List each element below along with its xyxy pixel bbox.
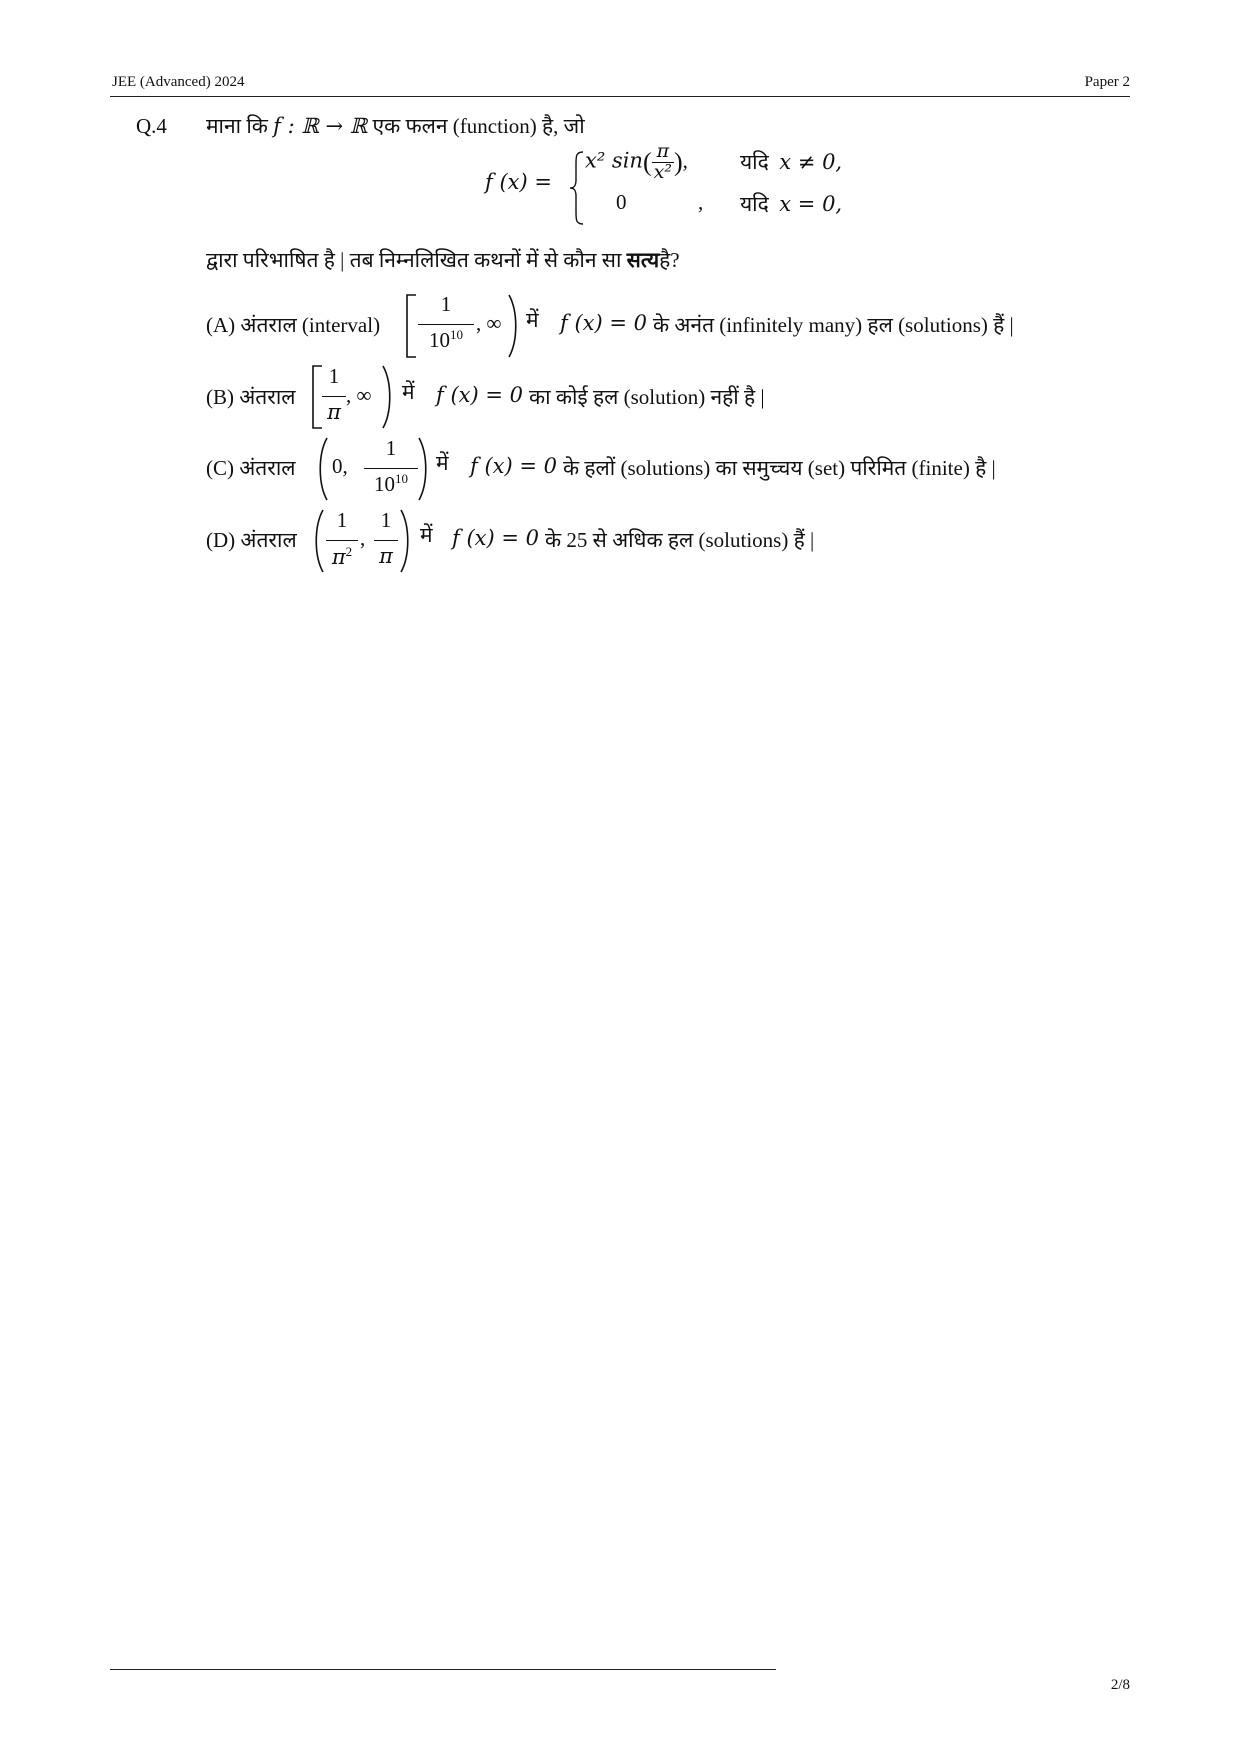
option-d-num2: 1 [380,508,392,532]
option-c-num: 1 [385,436,397,460]
intro-suffix: एक फलन (function) है, जो [372,114,585,138]
option-c-text: के हलों (solutions) का समुच्चय (set) परिमित (finite) है | [563,456,996,480]
question-number: Q.4 [136,114,167,138]
case2-value: 0 [616,190,627,214]
option-c-fraction [364,436,418,502]
option-d-den1: π [331,545,346,569]
option-a-rest: , ∞ [476,311,502,335]
case1-term: x² sin [585,148,643,173]
fx-label: f (x) = [485,170,552,194]
stem-prefix: द्वारा परिभाषित है | तब निम्नलिखित कथनों में से कौन सा [206,248,622,272]
option-d-eq: f (x) = 0 [452,526,539,550]
left-paren [316,436,330,502]
option-a-den-exp: 10 [450,327,463,342]
case1-condition [740,148,842,176]
option-b-den: π [327,400,341,424]
option-d-den2: π [379,544,393,568]
exam-title: JEE (Advanced) 2024 [112,74,245,90]
intro-map: f : ℝ → ℝ [273,114,368,138]
question-intro [206,112,585,140]
option-c-label: (C) अंतराल [206,456,296,480]
paper-label: Paper 2 [1084,74,1130,90]
option-b-label: (B) अंतराल [206,385,296,409]
option-a-eq: f (x) = 0 [560,311,647,335]
case1-den: x² [653,160,672,183]
intro-prefix: माना कि [206,114,268,138]
option-d-den1-exp: 2 [345,544,353,559]
right-paren [416,436,430,502]
option-c-den: 10 [374,472,395,496]
case1-comma: , [682,148,688,173]
stem-bold: सत्य [626,248,660,272]
option-c-den-exp: 10 [395,471,408,486]
case1-fraction [652,142,674,183]
left-square-bracket [404,293,418,359]
right-paren [380,364,394,430]
right-paren [398,508,412,574]
option-c-first: 0, [332,454,348,478]
option-b-text: का कोई हल (solution) नहीं है | [529,385,765,409]
case2-condition [740,190,842,218]
option-d-num1: 1 [336,508,348,532]
option-b-eq: f (x) = 0 [436,383,523,407]
case2-comma: , [698,190,704,214]
option-d-fraction-1 [326,508,358,574]
question-stem [206,246,680,274]
option-a-fraction [418,292,474,358]
case1-cond: x ≠ 0, [779,150,843,174]
option-a-label: (A) अंतराल (interval) [206,313,381,337]
left-brace [569,150,585,226]
page-number: 2/8 [1110,1677,1130,1693]
option-c-mein: में [436,451,449,475]
case2-cond-word: यदि [740,192,769,216]
option-d-text: के 25 से अधिक हल (solutions) हैं | [545,528,815,552]
option-b-rest: , ∞ [346,383,372,407]
option-d-label: (D) अंतराल [206,528,297,552]
option-b-num: 1 [328,364,340,388]
option-a-text: के अनंत (infinitely many) हल (solutions) हैं | [653,313,1014,337]
option-d-fraction-2 [374,508,398,574]
footer-divider [110,1669,776,1670]
option-b-mein: में [402,380,415,404]
right-paren [506,293,520,359]
option-a-num: 1 [440,292,452,316]
header-divider [110,96,1130,97]
case1-cond-word: यदि [740,150,769,174]
option-c-eq: f (x) = 0 [470,454,557,478]
stem-suffix: है? [659,248,680,272]
case2-cond: x = 0, [779,192,843,216]
option-a-mein: में [526,308,539,332]
option-a-den: 10 [429,328,450,352]
option-d-sep: , [360,526,366,550]
piecewise-definition [485,140,885,230]
case-1: x² sin( $\frac{\pi}{\text{x²}}$ ), [585,140,688,183]
option-d-mein: में [420,523,433,547]
left-paren [312,508,326,574]
option-b-fraction [322,364,346,430]
case1-num: π [656,140,670,162]
